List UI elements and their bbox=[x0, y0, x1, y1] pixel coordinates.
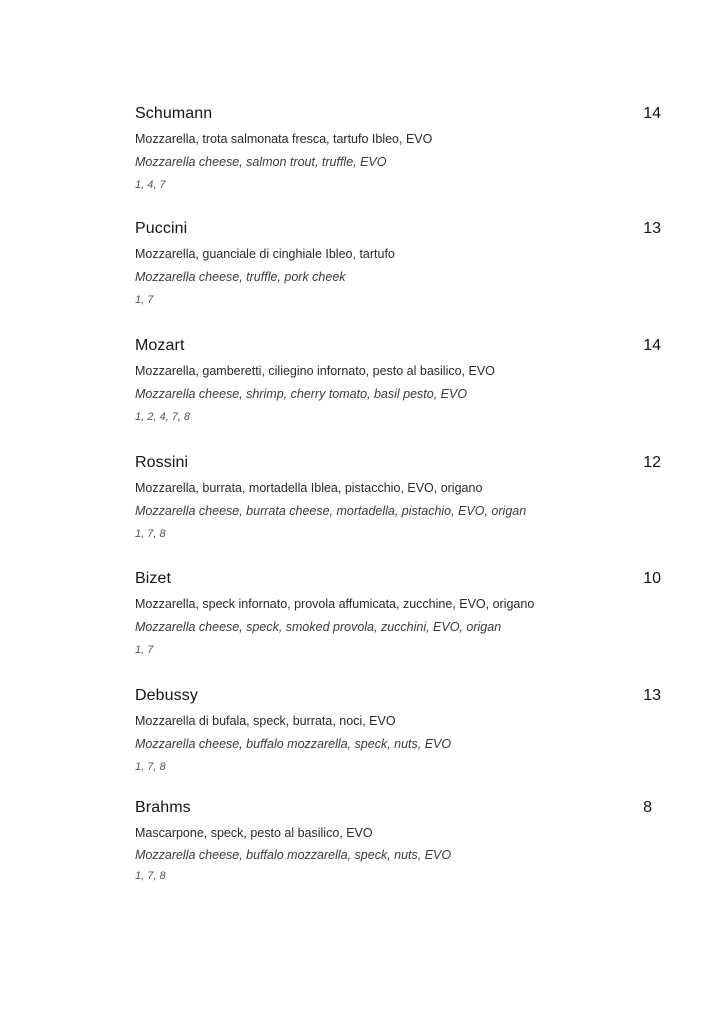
item-ingredients-english: Mozzarella cheese, truffle, pork cheek bbox=[135, 270, 346, 284]
menu-item-mozart bbox=[135, 337, 665, 437]
item-price: 12 bbox=[643, 454, 661, 471]
item-ingredients-english: Mozzarella cheese, salmon trout, truffle, EVO bbox=[135, 155, 387, 169]
item-name: Brahms bbox=[135, 799, 191, 816]
item-ingredients-italian: Mascarpone, speck, pesto al basilico, EVO bbox=[135, 826, 373, 840]
item-ingredients-english: Mozzarella cheese, buffalo mozzarella, speck, nuts, EVO bbox=[135, 848, 452, 862]
item-price: 10 bbox=[643, 570, 661, 587]
menu-item-bizet bbox=[135, 570, 665, 670]
item-price: 13 bbox=[643, 687, 661, 704]
item-price: 14 bbox=[643, 337, 661, 354]
item-allergens: 1, 4, 7 bbox=[135, 179, 166, 191]
item-ingredients-italian: Mozzarella, guanciale di cinghiale Ibleo, tartufo bbox=[135, 247, 395, 261]
item-ingredients-english: Mozzarella cheese, shrimp, cherry tomato, basil pesto, EVO bbox=[135, 387, 468, 401]
item-ingredients-italian: Mozzarella di bufala, speck, burrata, noci, EVO bbox=[135, 714, 396, 728]
item-allergens: 1, 7, 8 bbox=[135, 870, 166, 882]
item-name: Schumann bbox=[135, 105, 213, 122]
menu-item-debussy bbox=[135, 687, 665, 787]
item-ingredients-english: Mozzarella cheese, buffalo mozzarella, speck, nuts, EVO bbox=[135, 737, 452, 751]
menu-item-rossini bbox=[135, 454, 665, 554]
item-ingredients-italian: Mozzarella, gamberetti, ciliegino infornato, pesto al basilico, EVO bbox=[135, 364, 495, 378]
item-ingredients-english: Mozzarella cheese, burrata cheese, mortadella, pistachio, EVO, origan bbox=[135, 504, 527, 518]
item-allergens: 1, 7, 8 bbox=[135, 761, 166, 773]
item-price: 8 bbox=[643, 799, 652, 816]
item-name: Mozart bbox=[135, 337, 185, 354]
item-ingredients-english: Mozzarella cheese, speck, smoked provola, zucchini, EVO, origan bbox=[135, 620, 502, 634]
item-name: Debussy bbox=[135, 687, 198, 704]
item-name: Bizet bbox=[135, 570, 172, 587]
item-name: Rossini bbox=[135, 454, 189, 471]
menu-item-puccini bbox=[135, 220, 665, 320]
menu-item-brahms bbox=[135, 799, 665, 899]
item-ingredients-italian: Mozzarella, burrata, mortadella Iblea, pistacchio, EVO, origano bbox=[135, 481, 483, 495]
item-allergens: 1, 7 bbox=[135, 644, 154, 656]
item-allergens: 1, 2, 4, 7, 8 bbox=[135, 411, 191, 423]
item-price: 14 bbox=[643, 105, 661, 122]
item-name: Puccini bbox=[135, 220, 188, 237]
item-allergens: 1, 7 bbox=[135, 294, 154, 306]
item-ingredients-italian: Mozzarella, trota salmonata fresca, tartufo Ibleo, EVO bbox=[135, 132, 433, 146]
item-allergens: 1, 7, 8 bbox=[135, 528, 166, 540]
item-price: 13 bbox=[643, 220, 661, 237]
item-ingredients-italian: Mozzarella, speck infornato, provola affumicata, zucchine, EVO, origano bbox=[135, 597, 535, 611]
menu-item-schumann bbox=[135, 105, 665, 205]
